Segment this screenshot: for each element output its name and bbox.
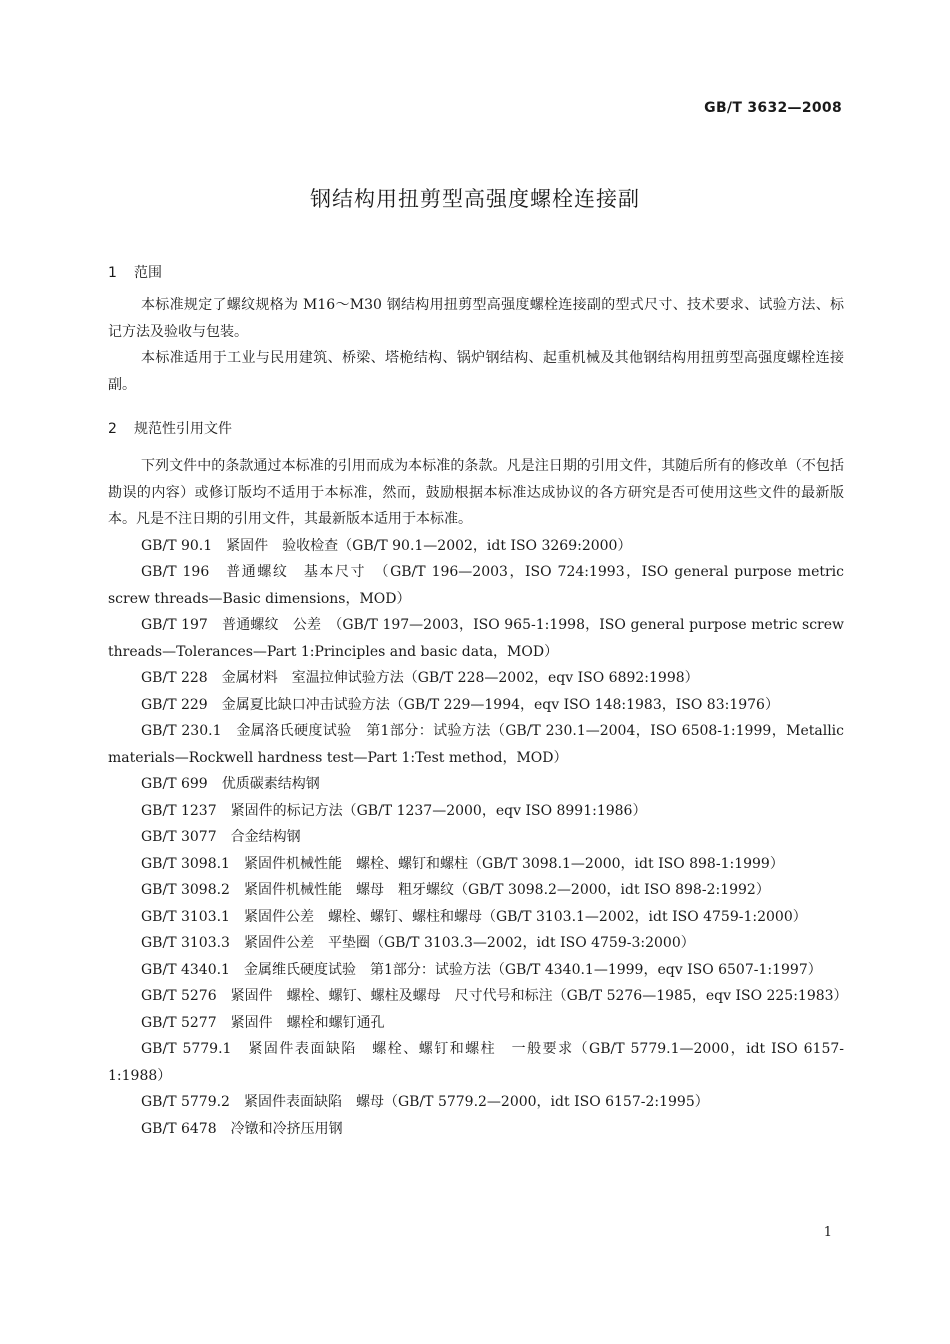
- section-1-title: 范围: [134, 265, 162, 281]
- reference-item: GB/T 5276 紧固件 螺栓、螺钉、螺柱及螺母 尺寸代号和标注（GB/T 5276—1985，eqv ISO 225:1983）: [141, 988, 848, 1004]
- reference-item: GB/T 3077 合金结构钢: [141, 829, 301, 845]
- scope-paragraph-1: 本标准规定了螺纹规格为 M16～M30 钢结构用扭剪型高强度螺栓连接副的型式尺寸、技术要求、试验方法、标记方法及验收与包装。: [108, 297, 844, 340]
- reference-item: GB/T 4340.1 金属维氏硬度试验 第1部分：试验方法（GB/T 4340.1—1999，eqv ISO 6507-1:1997）: [141, 961, 822, 978]
- document-title: 钢结构用扭剪型高强度螺栓连接副: [310, 187, 640, 211]
- reference-item: GB/T 3103.3 紧固件公差 平垫圈（GB/T 3103.3—2002，idt ISO 4759-3:2000）: [141, 935, 695, 951]
- reference-item: GB/T 5779.1 紧固件表面缺陷 螺栓、螺钉和螺柱 一般要求（GB/T 5779.1—2000，idt ISO 6157-1:1988）: [108, 1041, 844, 1084]
- reference-item: GB/T 196 普通螺纹 基本尺寸 （GB/T 196—2003，ISO 724:1993，ISO general purpose metric screw threads—Basic dimensions，MOD）: [108, 564, 844, 607]
- reference-item: GB/T 3098.2 紧固件机械性能 螺母 粗牙螺纹（GB/T 3098.2—2000，idt ISO 898-2:1992）: [141, 882, 770, 898]
- reference-item: GB/T 197 普通螺纹 公差 （GB/T 197—2003，ISO 965-1:1998，ISO general purpose metric screw threads—Tolerances—Part 1:Principles and basic data，MOD）: [108, 617, 844, 660]
- reference-item: GB/T 1237 紧固件的标记方法（GB/T 1237—2000，eqv ISO 8991:1986）: [141, 802, 647, 819]
- reference-item: GB/T 5779.2 紧固件表面缺陷 螺母（GB/T 5779.2—2000，idt ISO 6157-2:1995）: [141, 1094, 709, 1110]
- reference-item: GB/T 90.1 紧固件 验收检查（GB/T 90.1—2002，idt ISO 3269:2000）: [141, 537, 632, 554]
- reference-item: GB/T 5277 紧固件 螺栓和螺钉通孔: [141, 1014, 385, 1031]
- section-2-body: [108, 453, 848, 1142]
- section-1-heading: [108, 262, 162, 282]
- section-2-title: 规范性引用文件: [134, 421, 232, 437]
- section-2-heading: [108, 418, 232, 438]
- reference-item: GB/T 3098.1 紧固件机械性能 螺栓、螺钉和螺柱（GB/T 3098.1—2000，idt ISO 898-1:1999）: [141, 855, 784, 872]
- reference-item: GB/T 230.1 金属洛氏硬度试验 第1部分：试验方法（GB/T 230.1—2004，ISO 6508-1:1999，Metallic materials—Rockwell hardness test—Part 1:Test method，MOD）: [108, 723, 844, 766]
- page-number: 1: [823, 1225, 832, 1240]
- section-1-number: 1: [108, 265, 117, 281]
- reference-item: GB/T 3103.1 紧固件公差 螺栓、螺钉、螺柱和螺母（GB/T 3103.1—2002，idt ISO 4759-1:2000）: [141, 908, 807, 925]
- reference-item: GB/T 228 金属材料 室温拉伸试验方法（GB/T 228—2002，eqv ISO 6892:1998）: [141, 670, 699, 686]
- scope-paragraph-2: 本标准适用于工业与民用建筑、桥梁、塔桅结构、锅炉钢结构、起重机械及其他钢结构用扭剪型高强度螺栓连接副。: [108, 350, 844, 393]
- reference-item: GB/T 699 优质碳素结构钢: [141, 776, 320, 792]
- reference-item: GB/T 229 金属夏比缺口冲击试验方法（GB/T 229—1994，eqv ISO 148:1983，ISO 83:1976）: [141, 696, 779, 713]
- section-1-body: [108, 292, 844, 398]
- standard-number: GB/T 3632—2008: [704, 100, 842, 116]
- section-2-number: 2: [108, 421, 117, 437]
- reference-item: GB/T 6478 冷镦和冷挤压用钢: [141, 1120, 343, 1137]
- references-intro: 下列文件中的条款通过本标准的引用而成为本标准的条款。凡是注日期的引用文件，其随后所有的修改单（不包括勘误的内容）或修订版均不适用于本标准，然而，鼓励根据本标准达成协议的各方研究是否可使用这些文件的最新版本。凡是不注日期的引用文件，其最新版本适用于本标准。: [108, 458, 844, 527]
